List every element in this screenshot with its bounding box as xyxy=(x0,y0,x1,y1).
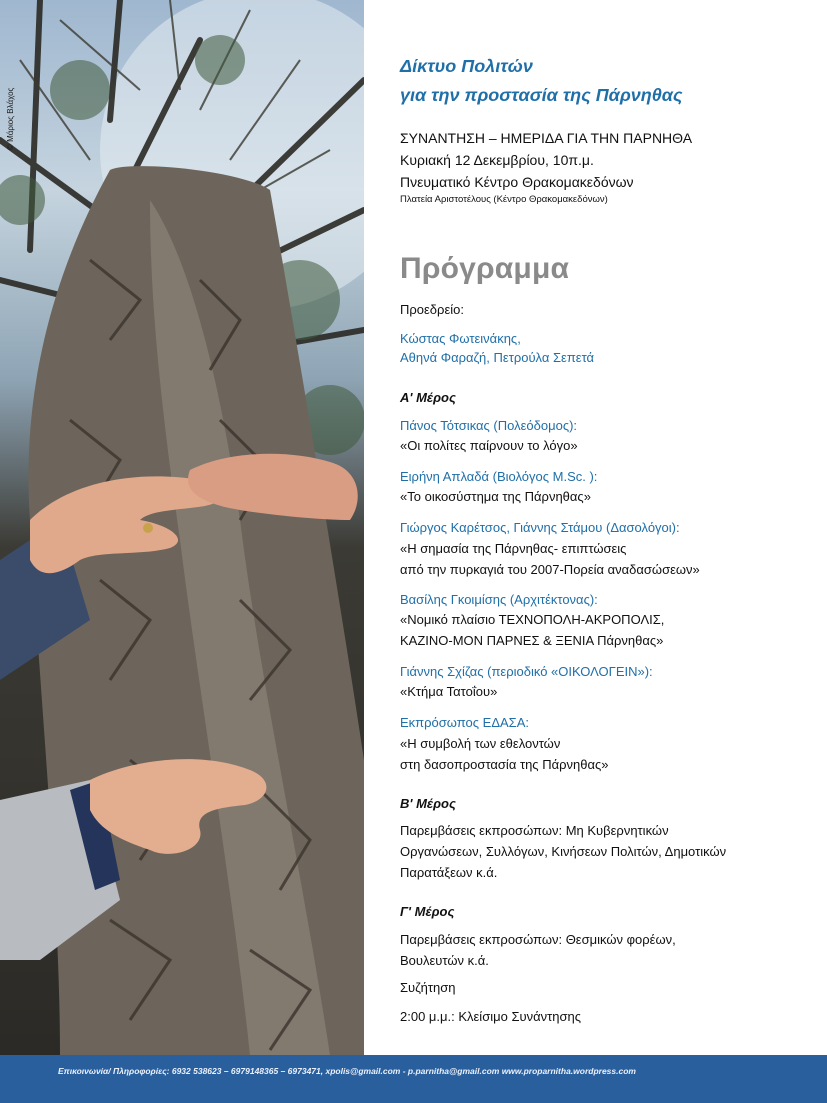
event-address: Πλατεία Αριστοτέλους (Κέντρο Θρακομακεδόνων) xyxy=(400,194,608,205)
talk-speaker: Εκπρόσωπος ΕΔΑΣΑ: xyxy=(400,715,529,730)
organization-name: Δίκτυο Πολιτών xyxy=(400,56,533,76)
talk-title: «Η συμβολή των εθελοντών xyxy=(400,736,561,751)
part-c-heading: Γ' Μέρος xyxy=(400,904,455,919)
closing-item: 2:00 μ.μ.: Κλείσιμο Συνάντησης xyxy=(400,1009,581,1024)
tree-hug-illustration xyxy=(0,0,364,1055)
program-heading: Πρόγραμμα xyxy=(400,252,570,285)
talk-title: «Οι πολίτες παίρνουν το λόγο» xyxy=(400,438,578,453)
presidium-label: Προεδρείο: xyxy=(400,302,464,317)
talk-speaker: Πάνος Τότσικας (Πολεόδομος): xyxy=(400,418,578,433)
organization-subtitle: για την προστασία της Πάρνηθας xyxy=(400,85,683,105)
talk-speaker: Γιώργος Καρέτσος, Γιάννης Στάμου (Δασολόγοι): xyxy=(400,520,680,535)
event-date: Κυριακή 12 Δεκεμβρίου, 10π.μ. xyxy=(400,152,594,168)
talk-speaker: Γιάννης Σχίζας (περιοδικό «ΟΙΚΟΛΟΓΕΙΝ»): xyxy=(400,664,653,679)
part-a-heading: Α' Μέρος xyxy=(400,390,456,405)
tree-photo xyxy=(0,0,364,1055)
discussion-item: Συζήτηση xyxy=(400,980,456,995)
part-b-text-line2: Οργανώσεων, Συλλόγων, Κινήσεων Πολιτών, Δημοτικών xyxy=(400,844,727,859)
talk-title-cont: ΚΑΖΙΝΟ-ΜΟΝ ΠΑΡΝΕΣ & ΞΕΝΙΑ Πάρνηθας» xyxy=(400,633,664,648)
contact-info: Επικοινωνία/ Πληροφορίες: 6932 538623 – 6979148365 – 6973471, xpolis@gmail.com - p.parnitha@gmail.com www.proparnitha.wordpress.com xyxy=(58,1066,636,1076)
talk-speaker: Ειρήνη Απλαδά (Βιολόγος M.Sc. ): xyxy=(400,469,598,484)
part-b-text-line1: Παρεμβάσεις εκπροσώπων: Μη Κυβερνητικών xyxy=(400,823,669,838)
part-c-text-line1: Παρεμβάσεις εκπροσώπων: Θεσμικών φορέων, xyxy=(400,932,676,947)
talk-title: «Νομικό πλαίσιο ΤΕΧΝΟΠΟΛΗ-ΑΚΡΟΠΟΛΙΣ, xyxy=(400,612,665,627)
photo-credit: © Μάριος Βλάχος xyxy=(6,87,15,150)
part-b-text-line3: Παρατάξεων κ.ά. xyxy=(400,865,498,880)
event-title: ΣΥΝΑΝΤΗΣΗ – ΗΜΕΡΙΔΑ ΓΙΑ ΤΗΝ ΠΑΡΝΗΘΑ xyxy=(400,130,693,146)
presidium-names-line1: Κώστας Φωτεινάκης, xyxy=(400,331,521,346)
part-b-heading: Β' Μέρος xyxy=(400,796,456,811)
event-venue: Πνευματικό Κέντρο Θρακομακεδόνων xyxy=(400,174,634,190)
talk-speaker: Βασίλης Γκοιμίσης (Αρχιτέκτονας): xyxy=(400,592,598,607)
part-c-text-line2: Βουλευτών κ.ά. xyxy=(400,953,489,968)
talk-title: «Κτήμα Τατοΐου» xyxy=(400,684,498,699)
talk-title-cont: από την πυρκαγιά του 2007-Πορεία αναδασώσεων» xyxy=(400,562,700,577)
contact-footer xyxy=(0,1055,827,1103)
presidium-names-line2: Αθηνά Φαραζή, Πετρούλα Σεπετά xyxy=(400,350,595,365)
talk-title: «Το οικοσύστημα της Πάρνηθας» xyxy=(400,489,591,504)
talk-title: «Η σημασία της Πάρνηθας- επιπτώσεις xyxy=(400,541,627,556)
talk-title-cont: στη δασοπροστασία της Πάρνηθας» xyxy=(400,757,609,772)
